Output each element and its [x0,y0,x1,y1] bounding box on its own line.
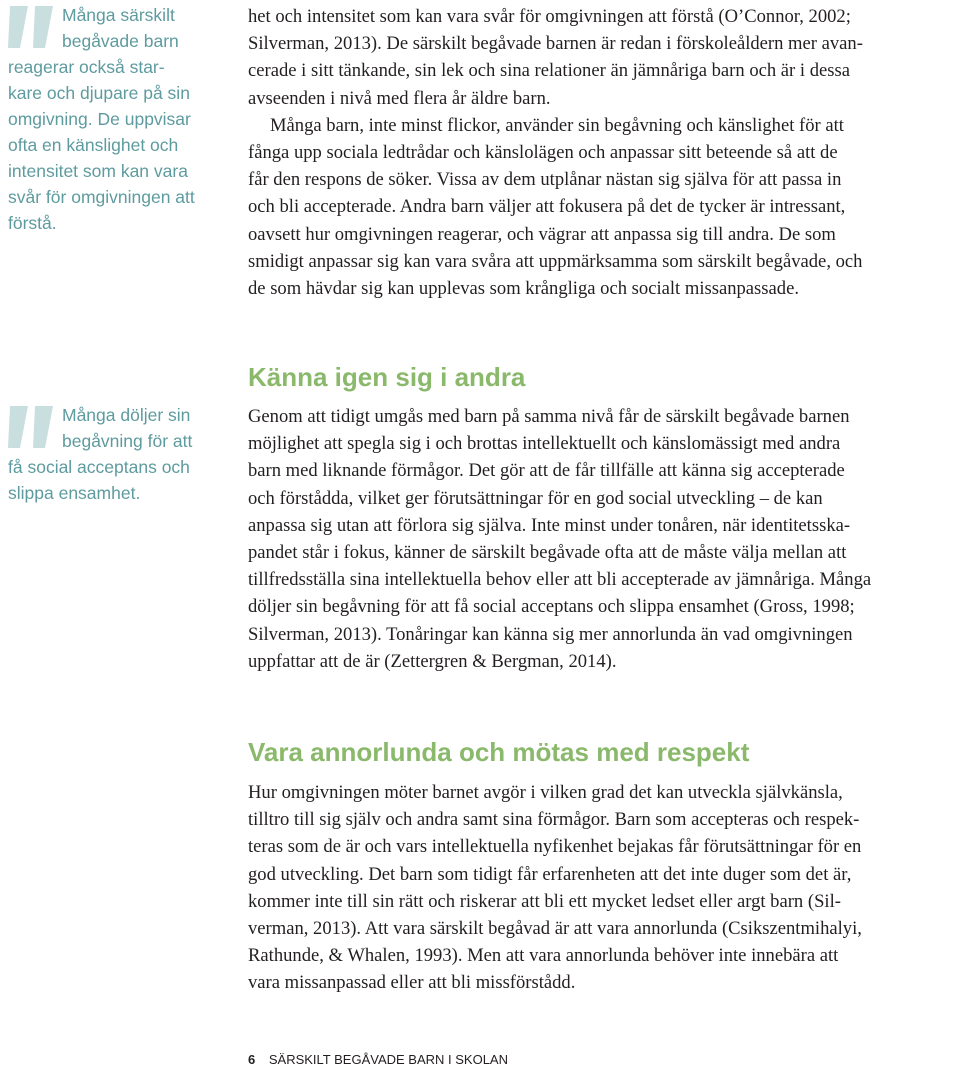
body-line: avseenden i nivå med flera år äldre barn. [248,87,551,109]
body-line: smidigt anpassar sig kan vara svåra att uppmärksamma som särskilt begåvade, och [248,250,863,272]
body-line: Genom att tidigt umgås med barn på samma nivå får de särskilt begåvade barnen [248,406,850,427]
body-line: och förstådda, vilket ger förutsättningar för en god social utveckling – de kan [248,487,823,509]
body-line: tillfredsställa sina intellektuella behov eller att bli accepterade av jämnåriga. Många [248,569,872,591]
body-line: barn med liknande förmågor. Det gör att de får tillfälle att känna sig accepterade [248,460,845,482]
pull-quote-line: ofta en känslighet och [8,135,179,155]
body-line: Rathunde, & Whalen, 1993). Men att vara annorlunda behöver inte innebära att [248,945,839,967]
body-line: teras som de är och vars intellektuella nyfikenhet bejakas får förutsättningar för en [248,836,862,858]
body-line: Många barn, inte minst flickor, använder sin begåvning och känslighet för att [270,114,844,136]
body-line: fånga upp sociala ledtrådar och känslolägen och anpassar sitt beteende så att de [248,142,838,164]
body-line: pandet står i fokus, känner de särskilt begåvade ofta att de måste välja mellan att [248,542,847,564]
body-line: Silverman, 2013). De särskilt begåvade barnen är redan i förskoleåldern mer avan- [248,33,863,55]
pull-quote-line: få social acceptans och [8,457,190,477]
body-line: Silverman, 2013). Tonåringar kan känna sig mer annorlunda än vad omgivningen [248,623,853,645]
page-footer [248,1052,508,1068]
body-line: får den respons de söker. Vissa av dem utplånar nästan sig själva för att passa in [248,169,842,191]
body-line: vara missanpassad eller att bli missförstådd. [248,972,576,994]
quote-mark-icon [8,406,58,448]
quote-mark-icon [8,6,58,48]
pull-quote-line: omgivning. De uppvisar [8,109,191,129]
body-line: de som hävdar sig kan upplevas som krångliga och socialt missanpassade. [248,278,799,300]
pull-quote-line: intensitet som kan vara [8,161,188,181]
body-line: Hur omgivningen möter barnet avgör i vilken grad det kan utveckla självkänsla, [248,782,843,803]
body-line: och bli accepterade. Andra barn väljer att fokusera på det de tycker är intressant, [248,196,846,218]
body-line: kommer inte till sin rätt och riskerar att bli ett mycket ledset eller argt barn (Sil- [248,890,841,912]
pull-quote-line: begåvade barn [62,31,179,51]
body-line: anpassa sig utan att förlora sig själva. Inte minst under tonåren, när identitetsska- [248,514,851,536]
pull-quote-line: svår för omgivningen att [8,187,195,207]
pull-quote-line: slippa ensamhet. [8,483,141,503]
section-heading: Vara annorlunda och mötas med respekt [248,737,750,767]
body-line: god utveckling. Det barn som tidigt får erfarenheten att det inte duger som det är, [248,863,852,885]
pull-quote-line: förstå. [8,213,57,233]
section-1-paragraph [248,403,960,675]
pull-quote-line: Många döljer sin [62,405,191,425]
intro-paragraphs [248,3,960,302]
pull-quote-line: Många särskilt [62,5,175,25]
body-line: verman, 2013). Att vara särskilt begåvad är att vara annorlunda (Csikszentmihalyi, [248,918,862,940]
body-line: cerade i sitt tänkande, sin lek och sina relationer än jämnåriga barn och är i dessa [248,60,850,82]
section-heading: Känna igen sig i andra [248,362,526,392]
body-line: oavsett hur omgivningen reagerar, och vägrar att anpassa sig till andra. De som [248,223,836,245]
pull-quote-line: begåvning för att [62,431,193,451]
page-number: 6 [248,1052,256,1067]
pull-quote-line: kare och djupare på sin [8,83,190,103]
publication-title: SÄRSKILT BEGÅVADE BARN I SKOLAN [268,1052,508,1067]
body-line: möjlighet att spegla sig i och brottas intellektuellt och känslomässigt med andra [248,433,841,455]
pull-quote-2 [8,402,230,506]
pull-quote-1 [8,2,230,236]
body-line: het och intensitet som kan vara svår för omgivningen att förstå (O’Connor, 2002; [248,6,851,27]
body-line: uppfattar att de är (Zettergren & Bergman, 2014). [248,650,617,672]
body-line: tilltro till sig själv och andra samt sina förmågor. Barn som accepteras och respek- [248,809,860,831]
pull-quote-line: reagerar också star- [8,57,165,77]
body-line: döljer sin begåvning för att få social acceptans och slippa ensamhet (Gross, 1998; [248,596,855,618]
section-2-paragraph [248,779,960,997]
